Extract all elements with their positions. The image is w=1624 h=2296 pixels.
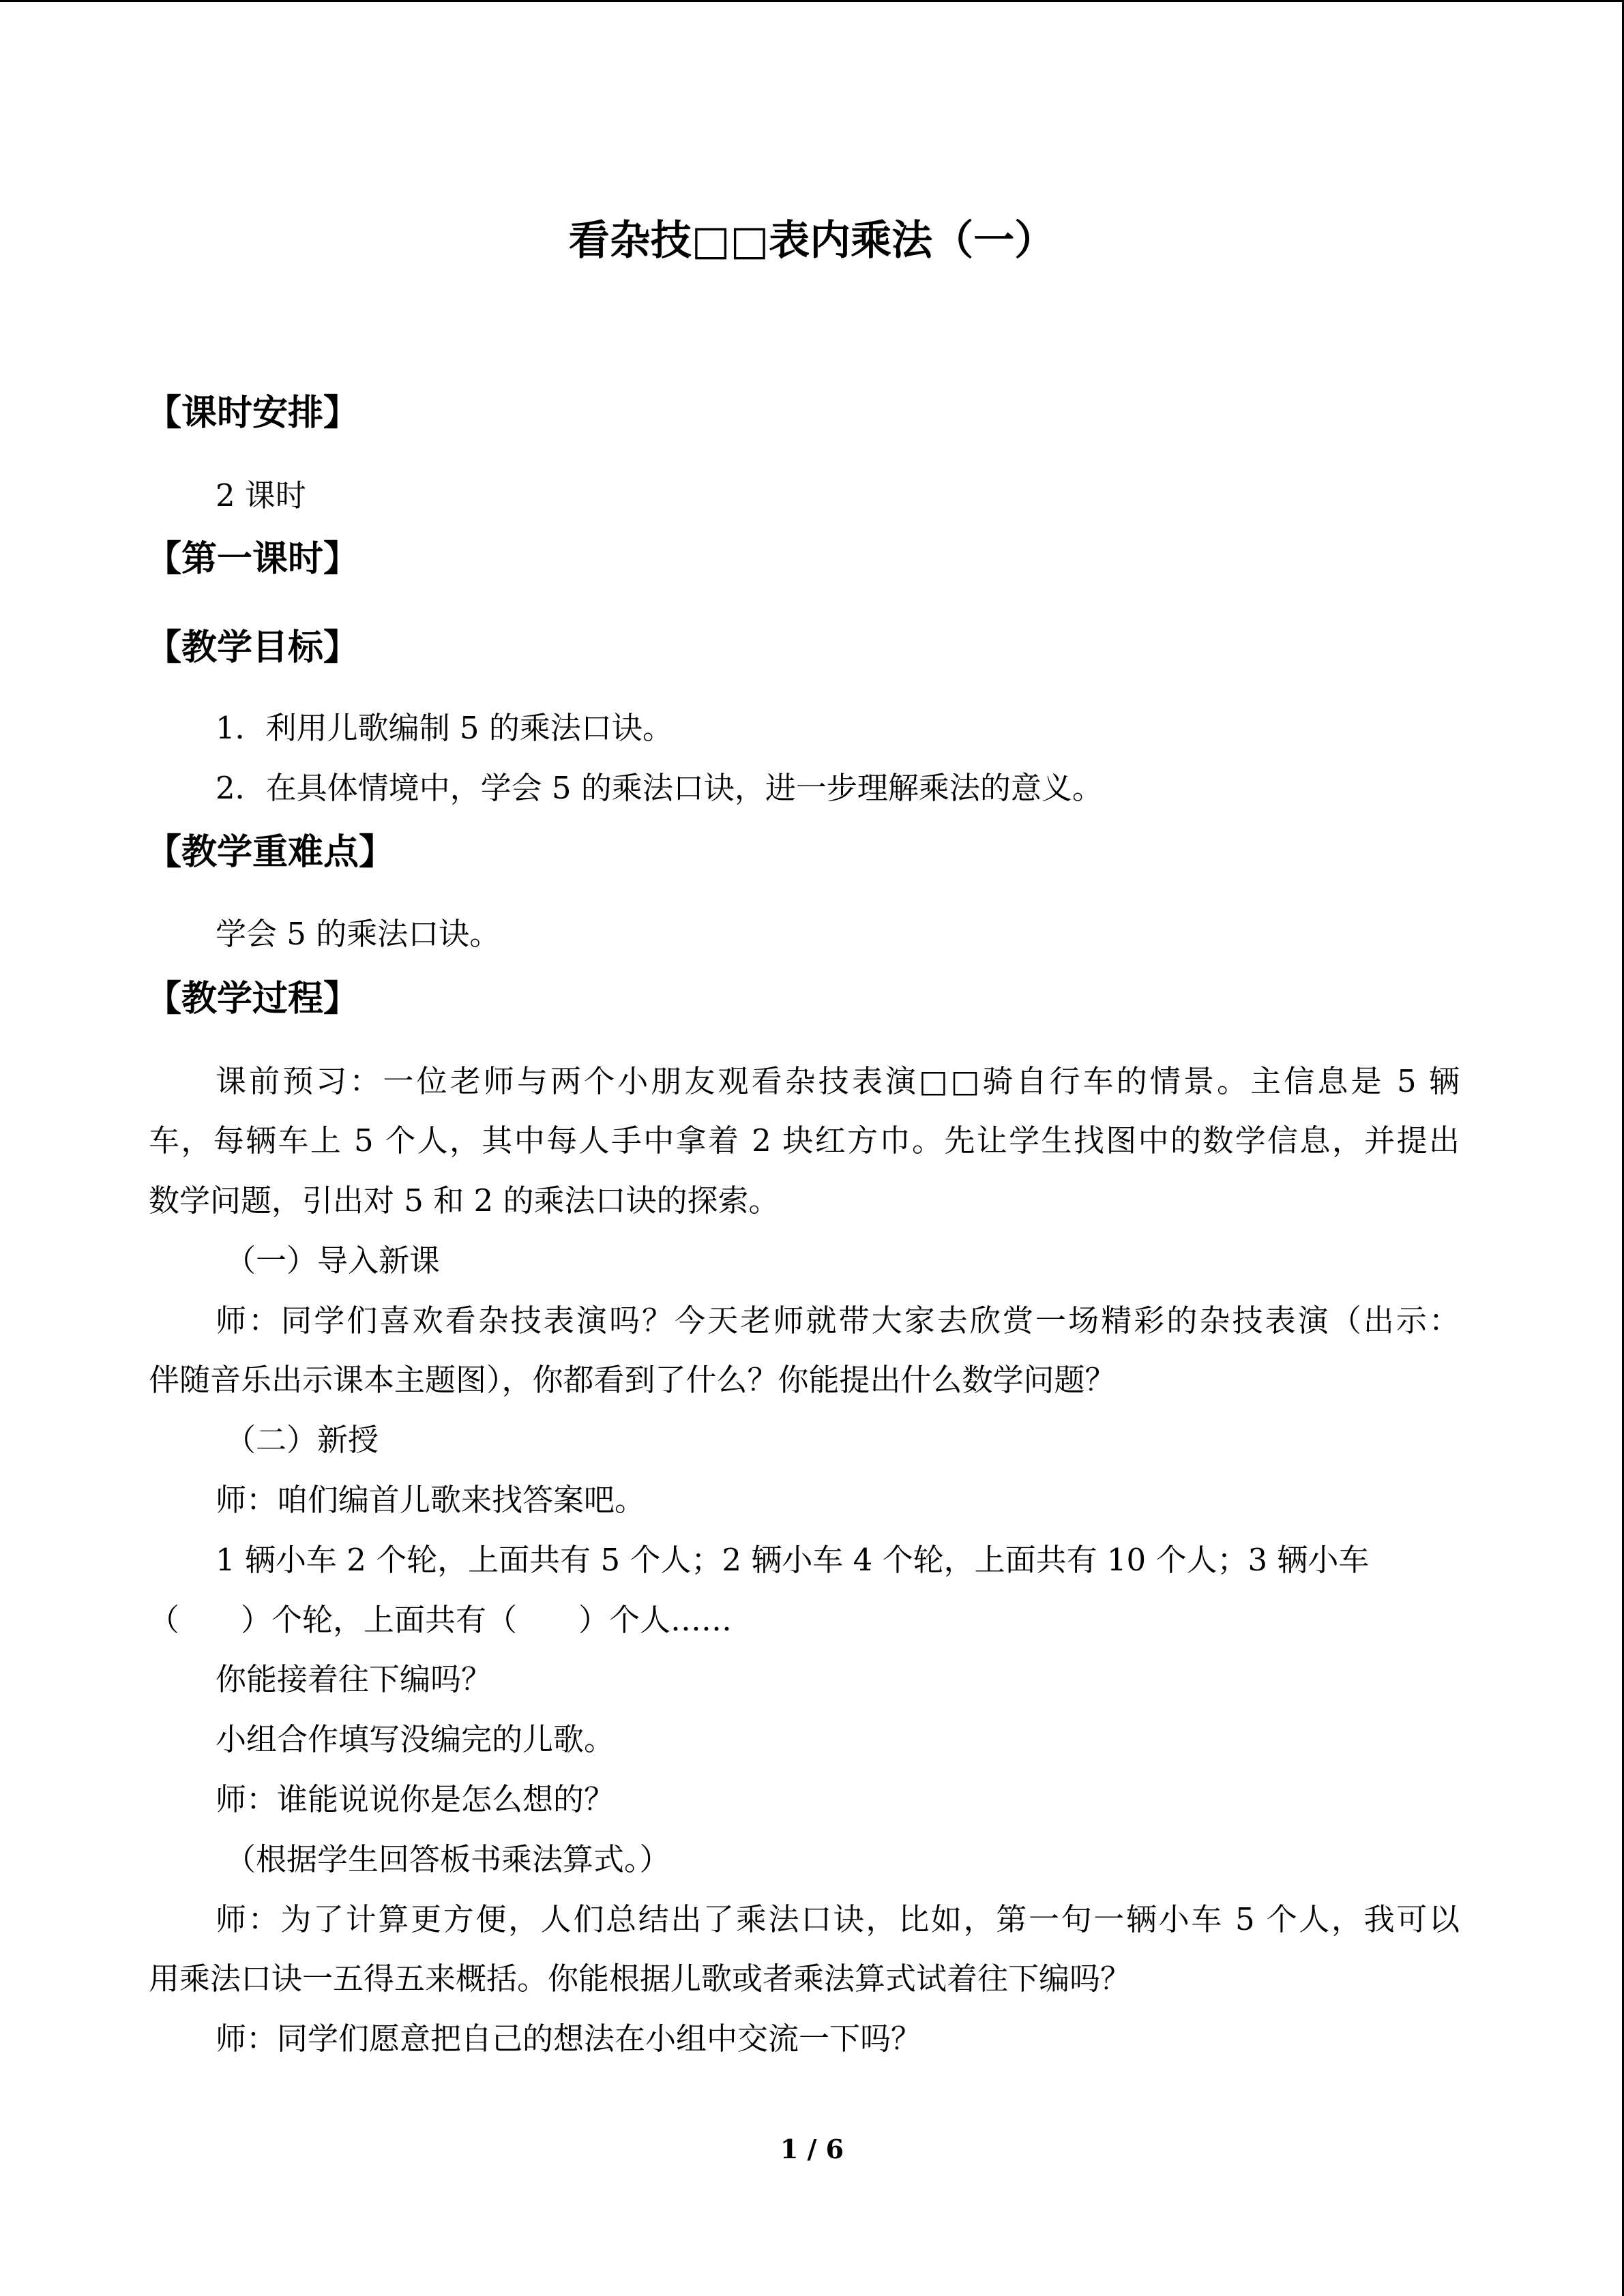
intro-paragraph-line-2: 伴随音乐出示课本主题图），你都看到了什么？你能提出什么数学问题？ (149, 1362, 1116, 1398)
teaching-line-2: 你能接着往下编吗？ (216, 1661, 492, 1697)
rhyme-line-1: 1 辆小车 2 个轮，上面共有 5 个人；2 辆小车 4 个轮，上面共有 10 个人；3 辆小车 (216, 1542, 1370, 1578)
teaching-line-1: 师：咱们编首儿歌来找答案吧。 (216, 1482, 646, 1518)
teaching-line-5: （根据学生回答板书乘法算式。） (225, 1841, 670, 1877)
summary-paragraph-line-2: 用乘法口诀一五得五来概括。你能根据儿歌或者乘法算式试着往下编吗？ (149, 1960, 1132, 1997)
teaching-line-3: 小组合作填写没编完的儿歌。 (216, 1721, 615, 1757)
document-title: 看杂技□□表内乘法（一） (568, 217, 1056, 265)
part-2-title: （二）新授 (225, 1422, 379, 1458)
heading-lesson-schedule: 【课时安排】 (146, 392, 359, 434)
rhyme-line-2: （ ）个轮，上面共有（ ）个人…… (149, 1602, 733, 1638)
teaching-line-6: 师：同学们愿意把自己的想法在小组中交流一下吗？ (216, 2021, 922, 2057)
heading-key-difficulties: 【教学重难点】 (146, 831, 395, 873)
heading-first-lesson: 【第一课时】 (146, 538, 359, 580)
intro-paragraph-line-1: 师：同学们喜欢看杂技表演吗？今天老师就带大家去欣赏一场精彩的杂技表演（出示： (216, 1302, 1460, 1339)
preview-paragraph-line-1: 课前预习：一位老师与两个小朋友观看杂技表演□□骑自行车的情景。主信息是 5 辆 (216, 1063, 1460, 1099)
teaching-goal-1: 1．利用儿歌编制 5 的乘法口诀。 (216, 710, 673, 746)
teaching-line-4: 师：谁能说说你是怎么想的？ (216, 1781, 615, 1817)
teaching-goal-2: 2．在具体情境中，学会 5 的乘法口诀，进一步理解乘法的意义。 (216, 770, 1103, 806)
part-1-title: （一）导入新课 (225, 1242, 441, 1279)
page-border-top (0, 0, 1624, 2)
heading-teaching-goals: 【教学目标】 (146, 627, 359, 668)
heading-teaching-process: 【教学过程】 (146, 978, 359, 1019)
preview-paragraph-line-2: 车，每辆车上 5 个人，其中每人手中拿着 2 块红方巾。先让学生找图中的数学信息，并提出 (149, 1122, 1460, 1159)
summary-paragraph-line-1: 师：为了计算更方便，人们总结出了乘法口诀，比如，第一句一辆小车 5 个人，我可以 (216, 1901, 1460, 1937)
key-difficulties-text: 学会 5 的乘法口诀。 (216, 916, 501, 952)
preview-paragraph-line-3: 数学问题，引出对 5 和 2 的乘法口诀的探索。 (149, 1182, 780, 1219)
page-number: 1 / 6 (780, 2134, 844, 2164)
lesson-schedule-text: 2 课时 (216, 477, 306, 513)
